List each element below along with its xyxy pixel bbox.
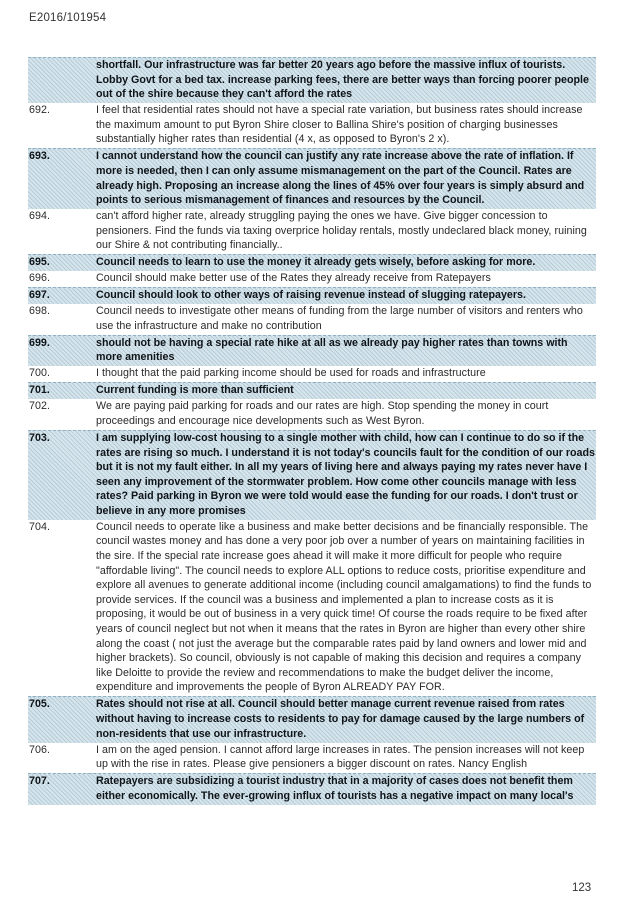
entry-text: Council needs to operate like a business and make better decisions and be financially responsible. The council wastes money and has done a very poor job over a number of years on maintaining facilities in the sire. If the special rate increase goes ahead it will make it more difficult for people who require "affordable living". The council needs to explore ALL options to reduce costs, prioritise expenditure and explore all avenues to generate additional income (including council amalgamations) to find the funds to provide services. If the council was a business and implemented a plan to increase costs as it is proposing, it would be out of business in a very quick time! Of course the roads require to be fixed after years of council neglect but not when it means that the rates in Byron are higher than every other shire along the coast ( not just the average but the comparable rates paid by land owners and lower mid and higher brackets). So council, obviously is not capable of making this decision and requires a company like Deloitte to provide the review and recommendations to make the budget deliver the income, expenditure and improvements the people of Byron ALREADY PAY FOR. [96,520,592,694]
entry-text: Council should make better use of the Rates they already receive from Ratepayers [96,272,491,285]
document-reference: E2016/101954 [29,12,107,24]
submission-entry [28,271,596,287]
entry-text: I cannot understand how the council can justify any rate increase above the rate of inflation. If more is needed, then I can only assume mismanagement on the part of the Council. Rates are already high. Proposing an increase along the lines of 45% over four years is simply absurd and points to serious mismanagement of finances and resources by the Council. [96,150,585,207]
entry-text: I am on the aged pension. I cannot afford large increases in rates. The pension increases will not keep up with the rise in rates. Please give pensioners a bigger discount on rates. Nancy English [96,743,585,771]
submission-entry [28,743,596,774]
entry-number: 706. [29,743,51,756]
submission-entry [28,696,596,742]
submission-entry [28,773,596,805]
entry-number: 697. [29,289,50,302]
entry-number: 692. [29,104,51,117]
submission-entry [28,57,596,103]
entry-number: 704. [29,520,51,533]
submission-entry [28,304,596,335]
entry-number: 694. [29,210,51,223]
entry-text: Council needs to learn to use the money it already gets wisely, before asking for more. [96,256,536,269]
submission-entry [28,520,596,697]
entry-text: I thought that the paid parking income should be used for roads and infrastructure [96,367,486,380]
submission-list [28,57,596,805]
entry-number: 707. [29,775,50,788]
submission-entry [28,366,596,382]
entry-text: shortfall. Our infrastructure was far better 20 years ago before the massive influx of tourists. Lobby Govt for a bed tax. increase parking fees, there are better ways than forcing poorer people out of the shire because they can't afford the rates [96,59,589,101]
submission-entry [28,148,596,209]
entry-text: Rates should not rise at all. Council should better manage current revenue raised from rates without having to increase costs to residents to pay for damage caused by the large numbers of non-residents that use our infrastructure. [96,698,585,740]
entry-text: Council should look to other ways of raising revenue instead of slugging ratepayers. [96,289,526,302]
submission-entry [28,287,596,304]
entry-text: I am supplying low-cost housing to a single mother with child, how can I continue to do so if the rates are rising so much. I understand it is not today's councils fault for the condition of our roads but it is not my fault either. In all my years of living here and always paying my rates never have I seen any improvement of the stormwater problem. How come other councils manage with less rates? Paid parking in Byron we were told would ease the funding for our roads. I don't trust or believe in any more promises [96,431,595,517]
entry-number: 702. [29,400,51,413]
entry-text: should not be having a special rate hike at all as we already pay higher rates than towns with more amenities [96,336,568,364]
submission-entry [28,254,596,271]
entry-number: 699. [29,336,50,349]
entry-number: 696. [29,272,51,285]
submission-entry [28,103,596,148]
submission-entry [28,430,596,520]
entry-number: 701. [29,384,50,397]
page-number: 123 [572,882,592,894]
submission-entry [28,399,596,430]
entry-text: I feel that residential rates should not have a special rate variation, but business rates should increase the maximum amount to put Byron Shire closer to Ballina Shire's position of charging businesses substantially higher rates than residential (4 x, as opposed to Byron's 2 x). [96,104,583,146]
entry-number [28,58,96,102]
submission-entry [28,382,596,399]
entry-number: 698. [29,305,51,318]
entry-number: 703. [29,431,50,444]
entry-text: Current funding is more than sufficient [96,384,294,397]
submission-entry [28,335,596,367]
entry-number: 695. [29,256,50,269]
entry-text: Council needs to investigate other means of funding from the large number of visitors and renters who use the infrastructure and make no contribution [96,305,583,332]
entry-number: 705. [29,698,50,711]
entry-text: We are paying paid parking for roads and our rates are high. Stop spending the money in court proceedings and encourage nice developments such as West Byron. [96,400,549,427]
entry-text: Ratepayers are subsidizing a tourist industry that in a majority of cases does not benefit them either economically. The ever-growing influx of tourists has a negative impact on many local's [96,775,574,802]
entry-text: can't afford higher rate, already struggling paying the ones we have. Give bigger concession to pensioners. Find the funds via taxing overprice holiday rentals, mostly undeclared black money, ruining our Shire & not contributing financially.. [96,210,587,252]
entry-number: 700. [29,367,51,380]
entry-number: 693. [29,150,50,163]
submission-entry [28,209,596,254]
